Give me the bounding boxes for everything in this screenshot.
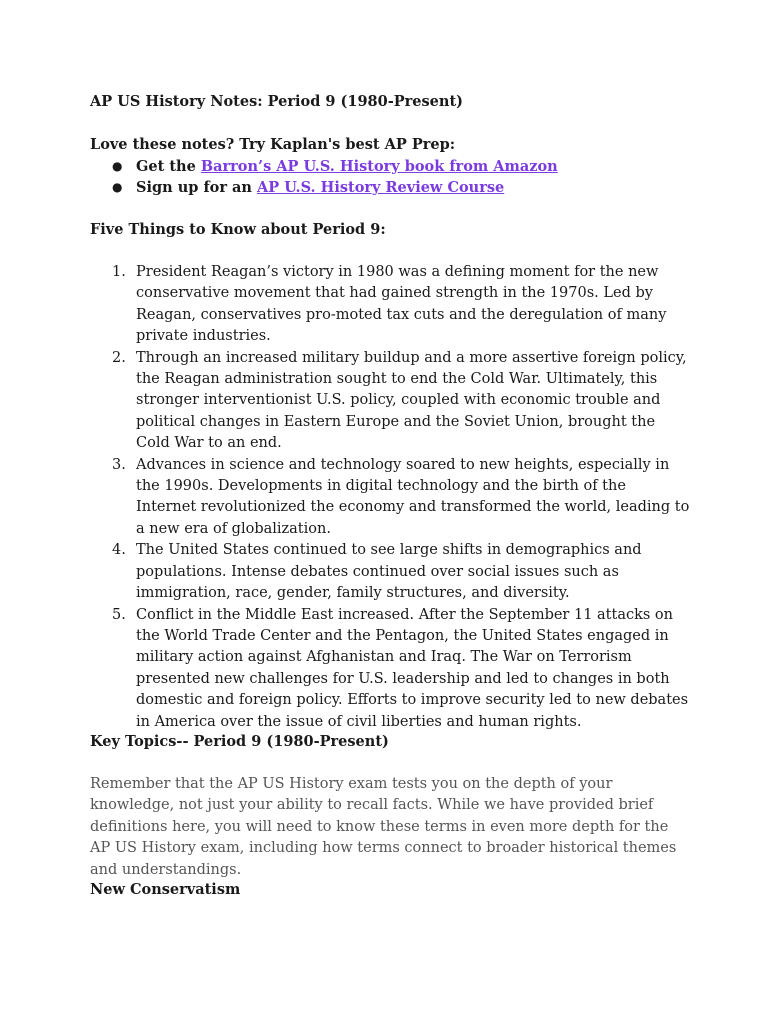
list-item [90,455,690,541]
five-things-list [90,262,690,733]
list-item [90,262,690,348]
page-title: AP US History Notes: Period 9 (1980-Present) [90,93,464,110]
barrons-book-link[interactable]: Barron’s AP U.S. History book from Amazon [200,158,558,175]
promo-list [90,156,558,198]
list-number: 3. [112,456,126,473]
bullet-icon: ● [112,180,123,194]
section-heading-new-conservatism: New Conservatism [90,881,241,898]
list-item-text: President Reagan’s victory in 1980 was a defining moment for the new conservative movement that had gained strength in the 1970s. Led by Reagan, conservatives pro-moted tax cuts and the deregulation of many private industries. [136,264,667,345]
list-item [90,605,690,733]
list-number: 1. [112,264,126,280]
promo-heading: Love these notes? Try Kaplan's best AP Prep: [90,136,456,153]
promo-item-prefix: Sign up for an [136,179,258,196]
review-course-link[interactable]: AP U.S. History Review Course [257,179,505,196]
promo-item-barrons [90,156,558,177]
list-number: 5. [112,606,126,623]
list-item [90,348,690,455]
list-item [90,540,690,604]
list-item-text: Advances in science and technology soared to new heights, especially in the 1990s. Developments in digital technology and the birth of the Internet revolutionized the economy and transformed the world, leading to a new era of globalization. [136,456,690,537]
list-item-text: Through an increased military buildup and a more assertive foreign policy, the Reagan administration sought to end the Cold War. Ultimately, this stronger interventionist U.S. policy, coupled with economic trouble and political changes in Eastern Europe and the Soviet Union, brought the Cold War to an end. [136,349,687,452]
bullet-icon: ● [112,159,123,173]
promo-item-review-course [90,177,558,198]
five-things-heading: Five Things to Know about Period 9: [90,221,386,238]
promo-item-prefix: Get the [136,158,201,175]
key-topics-intro: Remember that the AP US History exam tests you on the depth of your knowledge, not just your ability to recall facts. While we have provided brief definitions here, you will need to know these terms in even more depth for the AP US History exam, including how terms connect to broader historical themes and understandings. [90,776,677,878]
list-item-text: Conflict in the Middle East increased. After the September 11 attacks on the World Trade Center and the Pentagon, the United States engaged in military action against Afghanistan and Iraq. The War on Terrorism presented new challenges for U.S. leadership and led to changes in both domestic and foreign policy. Efforts to improve security led to new debates in America over the issue of civil liberties and human rights. [136,606,689,730]
key-topics-heading: Key Topics-- Period 9 (1980-Present) [90,733,389,750]
list-number: 2. [112,349,126,366]
list-number: 4. [112,542,126,559]
list-item-text: The United States continued to see large shifts in demographics and populations. Intense debates continued over social issues such as immigration, race, gender, family structures, and diversity. [136,542,642,602]
